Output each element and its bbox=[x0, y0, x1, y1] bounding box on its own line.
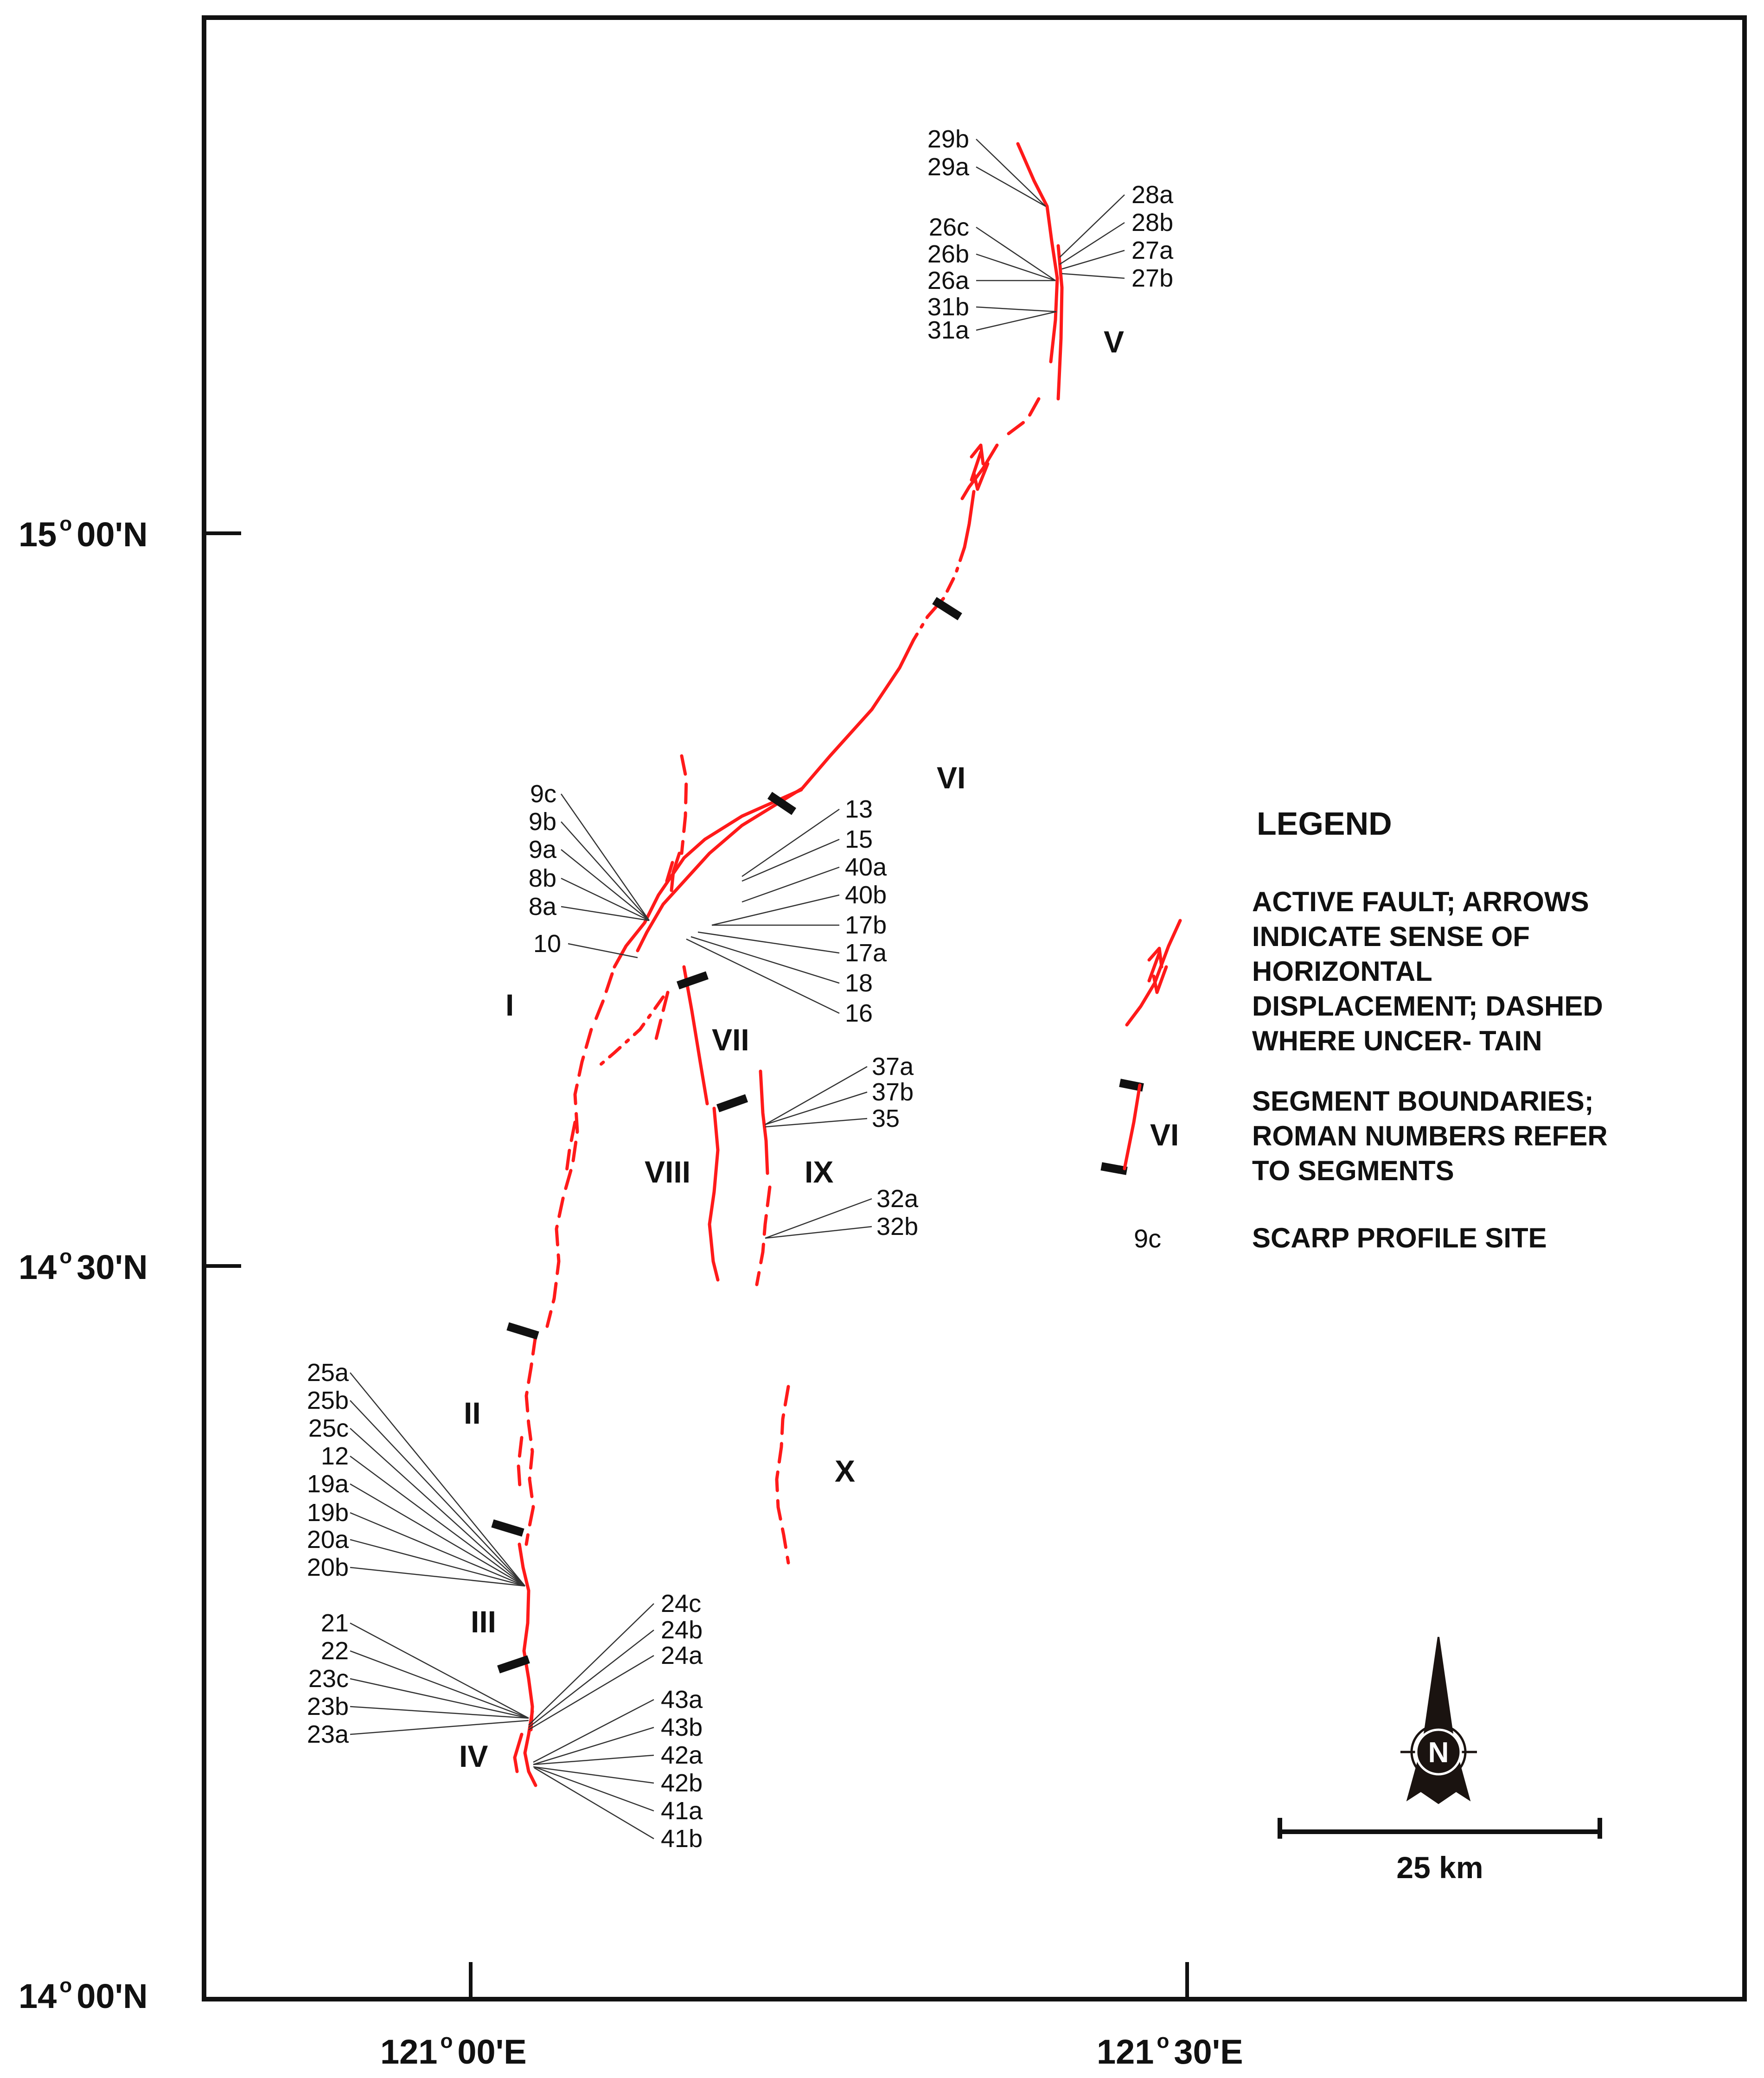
site-label: 21 bbox=[320, 1609, 349, 1637]
site-label: 42a bbox=[661, 1741, 703, 1769]
lat-label-14-30: 14 o 30'N bbox=[19, 1245, 148, 1286]
fault-trace-iv bbox=[525, 1711, 536, 1785]
lat-label-14-00: 14 o 00'N bbox=[19, 1974, 148, 2015]
site-leader-lines bbox=[350, 139, 1125, 1839]
site-label: 17b bbox=[845, 911, 887, 939]
fault-trace-iii bbox=[519, 1544, 532, 1730]
site-label: 42b bbox=[661, 1769, 703, 1797]
fault-trace-ix-south bbox=[757, 1187, 770, 1285]
site-label: 23a bbox=[307, 1720, 349, 1748]
lat-label-15-00: 15 o 00'N bbox=[19, 512, 148, 554]
fault-trace-ii-branch bbox=[518, 1438, 522, 1493]
site-label: 37a bbox=[872, 1053, 914, 1081]
site-label: 19b bbox=[307, 1499, 349, 1527]
site-label: 25b bbox=[307, 1387, 349, 1414]
site-label: 28b bbox=[1131, 209, 1174, 237]
site-label: 37b bbox=[872, 1078, 914, 1106]
site-label: 12 bbox=[320, 1442, 349, 1470]
site-label: 32a bbox=[876, 1185, 919, 1213]
site-label: 19a bbox=[307, 1470, 349, 1498]
fault-traces bbox=[515, 144, 1062, 1785]
site-label: 8b bbox=[528, 864, 556, 892]
legend bbox=[1101, 806, 1615, 1253]
fault-trace-vi-north-branch bbox=[682, 756, 686, 853]
site-label: 24a bbox=[661, 1642, 703, 1669]
site-label: 15 bbox=[845, 825, 873, 853]
legend-site-text: SCARP PROFILE SITE bbox=[1252, 1222, 1547, 1253]
fault-trace-iv-west bbox=[515, 1734, 522, 1771]
site-label: 40a bbox=[845, 853, 887, 881]
latitude-axis bbox=[19, 512, 241, 2015]
legend-title: LEGEND bbox=[1257, 806, 1392, 842]
fault-trace-vi-upper bbox=[965, 492, 974, 547]
site-label: 17a bbox=[845, 939, 887, 967]
site-label: 9c bbox=[530, 780, 556, 808]
site-label: 35 bbox=[872, 1105, 900, 1132]
fault-trace-ii bbox=[526, 1336, 536, 1544]
segment-label-iv: IV bbox=[459, 1739, 488, 1773]
north-arrow-label: N bbox=[1428, 1737, 1449, 1769]
fault-trace-x bbox=[777, 1387, 788, 1563]
fault-trace-viii bbox=[709, 1108, 718, 1280]
fault-trace-i-south bbox=[547, 1029, 591, 1326]
site-label: 25a bbox=[307, 1359, 349, 1387]
site-label: 41b bbox=[661, 1825, 703, 1853]
site-label: 43a bbox=[661, 1686, 703, 1714]
site-label: 24c bbox=[661, 1590, 702, 1618]
site-label: 9b bbox=[528, 808, 556, 836]
site-label: 40b bbox=[845, 881, 887, 909]
site-label: 13 bbox=[845, 795, 873, 823]
site-label: 43b bbox=[661, 1714, 703, 1741]
segment-label-i: I bbox=[505, 988, 514, 1022]
site-label: 10 bbox=[533, 930, 561, 958]
fault-trace-vii bbox=[684, 967, 707, 1104]
segment-label-vii: VII bbox=[712, 1023, 749, 1057]
longitude-axis bbox=[380, 1962, 1243, 2071]
site-label: 16 bbox=[845, 999, 873, 1027]
site-label: 18 bbox=[845, 969, 873, 997]
boundary-i-vii bbox=[678, 975, 707, 985]
site-label: 26b bbox=[927, 240, 969, 268]
segment-boundaries bbox=[492, 601, 960, 1669]
site-label: 8a bbox=[528, 893, 556, 921]
site-label: 25c bbox=[308, 1414, 349, 1442]
site-label: 23c bbox=[308, 1665, 349, 1693]
boundary-ii-iii bbox=[492, 1523, 523, 1533]
fault-trace-v-main bbox=[1018, 144, 1057, 362]
fault-trace-v-east bbox=[1058, 246, 1062, 399]
legend-boundary-fault bbox=[1125, 1085, 1140, 1169]
scale-bar bbox=[1280, 1818, 1600, 1885]
boundary-iii-iv bbox=[499, 1659, 529, 1669]
segment-label-v: V bbox=[1104, 325, 1125, 359]
site-label: 29b bbox=[927, 125, 969, 153]
segment-label-x: X bbox=[835, 1454, 856, 1488]
segment-label-ix: IX bbox=[805, 1155, 834, 1189]
scale-bar-label: 25 km bbox=[1396, 1850, 1483, 1885]
site-label: 9a bbox=[528, 836, 556, 863]
site-label: 27b bbox=[1131, 264, 1174, 292]
site-label: 26a bbox=[927, 267, 969, 294]
boundary-i-ii bbox=[508, 1326, 538, 1336]
site-label: 31a bbox=[927, 316, 969, 344]
site-label: 29a bbox=[927, 153, 969, 181]
site-label: 27a bbox=[1131, 237, 1174, 264]
fault-trace-ix bbox=[761, 1071, 767, 1173]
legend-boundary-example: VI bbox=[1150, 1118, 1179, 1152]
legend-site-example: 9c bbox=[1134, 1224, 1162, 1253]
site-label: 22 bbox=[320, 1637, 349, 1665]
site-label: 23b bbox=[307, 1693, 349, 1720]
site-label: 32b bbox=[876, 1213, 919, 1240]
fault-trace-v-south bbox=[1009, 399, 1039, 434]
fault-trace-i-dotted bbox=[598, 997, 663, 1067]
site-label: 24b bbox=[661, 1616, 703, 1644]
site-label: 20b bbox=[307, 1554, 349, 1581]
site-label: 31b bbox=[927, 293, 969, 321]
legend-boundary-text: SEGMENT BOUNDARIES; ROMAN NUMBERS REFER TO SEGMENTS bbox=[1252, 1086, 1608, 1186]
fault-trace-i-north bbox=[594, 974, 612, 1025]
north-arrow bbox=[1400, 1637, 1477, 1803]
segment-label-ii: II bbox=[464, 1396, 481, 1430]
segment-labels bbox=[459, 325, 1124, 1773]
segment-label-iii: III bbox=[471, 1605, 497, 1639]
boundary-vii-viii bbox=[718, 1098, 747, 1108]
fault-trace-vi-uncertain bbox=[914, 547, 965, 640]
site-label: 41a bbox=[661, 1797, 703, 1825]
lon-label-121-00: 121 o 00'E bbox=[380, 2030, 527, 2071]
segment-label-vi: VI bbox=[937, 761, 966, 795]
site-label: 28a bbox=[1131, 181, 1174, 209]
lon-label-121-30: 121 o 30'E bbox=[1097, 2030, 1243, 2071]
segment-label-viii: VIII bbox=[645, 1155, 691, 1189]
site-label: 26c bbox=[928, 213, 969, 241]
legend-fault-text: ACTIVE FAULT; ARROWS INDICATE SENSE OF HORIZONTAL DISPLACEMENT; DASHED WHERE UNCER- TAIN bbox=[1252, 886, 1603, 1056]
boundary-v-vi bbox=[934, 601, 960, 617]
site-label: 20a bbox=[307, 1526, 349, 1554]
site-labels bbox=[307, 125, 1174, 1853]
